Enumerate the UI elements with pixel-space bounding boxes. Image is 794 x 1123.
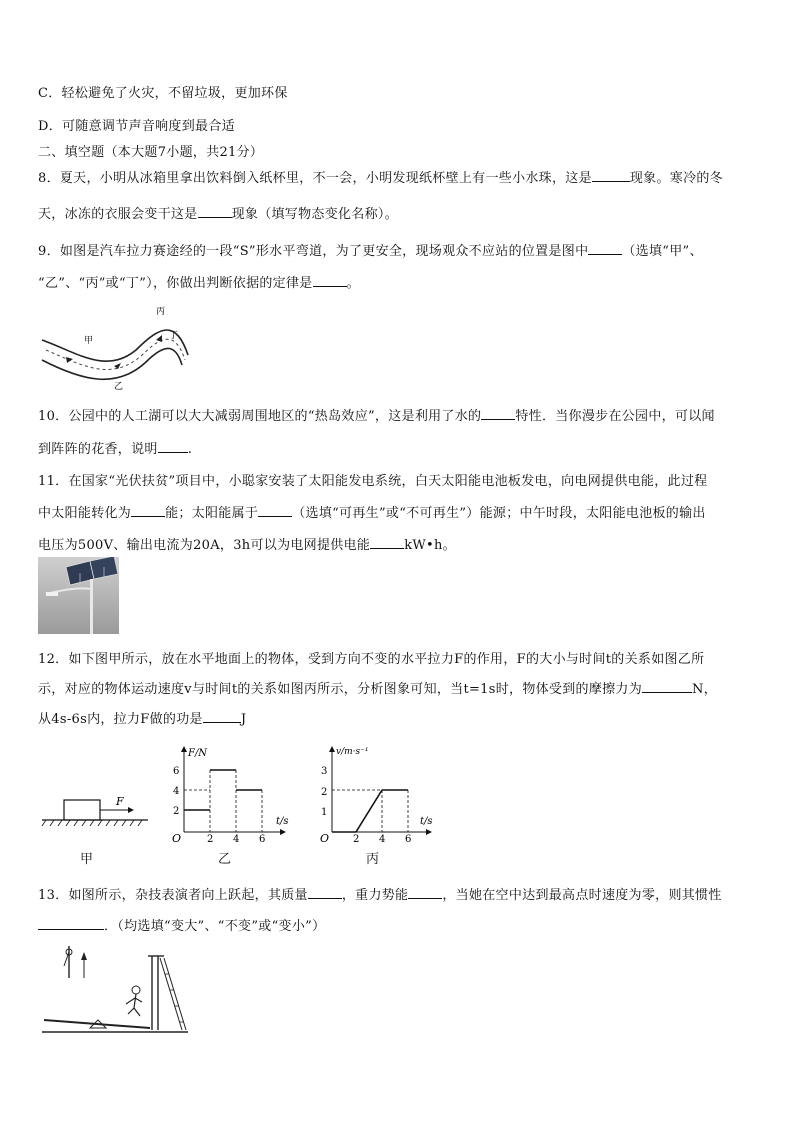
q8-text-1b: 现象。寒冷的冬 (629, 171, 723, 186)
q8-text-2b: 现象（填写物态变化名称）。 (231, 207, 399, 222)
q12-blank-2[interactable] (203, 710, 241, 723)
s-road-label-jia: 甲 (84, 336, 94, 346)
fig-bing-velocity-curve (332, 790, 408, 832)
fig-yi-xtick-6: 6 (259, 834, 266, 844)
q10-line-1 (38, 405, 715, 424)
q11-line-3 (38, 534, 456, 553)
fig-yi-ytick-6: 6 (173, 766, 180, 777)
q11-blank-3[interactable] (370, 536, 404, 549)
fig-yi-graph (170, 744, 300, 844)
fig-jia-caption: 甲 (80, 852, 94, 867)
s-road-label-ding: 丁 (169, 331, 179, 341)
fig-bing-graph (318, 744, 448, 844)
q13-line-1 (38, 884, 722, 903)
q10-text-2a: 到阵阵的花香，说明 (38, 442, 158, 457)
q13-text-1a: 13．如图所示，杂技表演者向上跃起，其质量 (38, 888, 308, 903)
fig-bing-xtick-4: 4 (379, 834, 386, 844)
acrobat-figure (40, 938, 190, 1034)
fig-yi-xtick-4: 4 (233, 834, 240, 844)
section-heading: 二、填空题（本大题7小题，共21分） (38, 145, 264, 160)
q11-text-3b: kW•h。 (404, 538, 456, 553)
q13-blank-3[interactable] (38, 917, 104, 930)
q12-text-2a: 示，对应的物体运动速度v与时间t的关系如图丙所示，分析图象可知，当t=1s时，物体受到的摩擦力为 (38, 682, 643, 697)
fig-bing-svg (318, 744, 448, 844)
fig-bing-caption: 丙 (366, 852, 380, 867)
q9-text-1b: （选填“甲”、 (622, 244, 703, 259)
fig-yi-ytick-4: 4 (173, 786, 180, 797)
q9-line-1 (38, 240, 703, 259)
fig-yi-caption: 乙 (218, 852, 232, 867)
q10-text-1a: 10．公园中的人工湖可以大大减弱周围地区的“热岛效应”，这是利用了水的 (38, 409, 482, 424)
q11-text-2a: 中太阳能转化为 (38, 506, 132, 521)
fig-bing-ytick-3: 3 (321, 766, 328, 777)
q9-blank-1[interactable] (588, 242, 622, 255)
fig-bing-ylabel: v/m·s⁻¹ (336, 747, 369, 757)
s-road-label-yi: 乙 (114, 382, 124, 392)
fig-bing-xtick-2: 2 (353, 834, 360, 844)
s-road-label-bing: 丙 (156, 307, 166, 317)
q13-line-2 (38, 915, 325, 934)
q8-line-1 (38, 167, 723, 186)
acrobat-drawing (40, 938, 190, 1034)
q9-line-2 (38, 272, 360, 291)
block-shape (64, 800, 100, 820)
fig-bing-ytick-2: 2 (321, 787, 328, 798)
q11-text-2b: 能；太阳能属于 (165, 506, 259, 521)
q10-line-2 (38, 438, 192, 457)
q9-text-2a: “乙”、“丙”或“丁”），你做出判断依据的定律是 (38, 276, 313, 291)
q12-text-2b: N， (692, 682, 718, 697)
solar-lamp-drawing (38, 557, 119, 634)
q12-line-2 (38, 678, 717, 697)
q10-text-1b: 特性．当你漫步在公园中，可以闻 (515, 409, 715, 424)
q9-text-1a: 9．如图是汽车拉力赛途经的一段“S”形水平弯道，为了更安全，现场观众不应站的位置是图中 (38, 244, 589, 259)
fig-bing-origin: O (320, 832, 330, 844)
q11-line-2 (38, 502, 706, 521)
q13-text-2b: ．（均选填“变大”、“不变”或“变小”） (104, 919, 326, 934)
q13-blank-1[interactable] (308, 886, 342, 899)
fig-yi-origin: O (172, 832, 182, 844)
q10-blank-1[interactable] (481, 407, 515, 420)
q9-blank-2[interactable] (313, 274, 347, 287)
q11-blank-1[interactable] (131, 504, 165, 517)
q11-text-3a: 电压为500V、输出电流为20A，3h可以为电网提供电能 (38, 538, 371, 553)
fig-bing-xlabel: t/s (420, 816, 433, 827)
q12-text-3a: 从4s-6s内，拉力F做的功是 (38, 712, 203, 727)
fig-yi-ylabel: F/N (188, 748, 208, 759)
q8-text-2a: 天，冰冻的衣服会变干这是 (38, 207, 198, 222)
q7-option-d: D．可随意调节声音响度到最合适 (38, 119, 235, 134)
fig-bing-xtick-6: 6 (405, 834, 412, 844)
fig-yi-xtick-2: 2 (207, 834, 214, 844)
q8-line-2 (38, 203, 398, 222)
q12-text-3b: J (240, 712, 247, 727)
q11-blank-2[interactable] (258, 504, 292, 517)
fig-yi-ytick-2: 2 (173, 806, 180, 817)
fig-jia-drawing (40, 790, 150, 830)
fig-jia-block (40, 790, 150, 830)
q11-line-1: 11．在国家“光伏扶贫”项目中，小聪家安装了太阳能发电系统，白天太阳能电池板发电，向电网提供电能，此过程 (38, 474, 708, 489)
force-label: F (116, 795, 124, 808)
fig-bing-ytick-1: 1 (321, 807, 328, 818)
q7-option-c: C．轻松避免了火灾，不留垃圾，更加环保 (38, 86, 288, 101)
q13-text-1b: ，重力势能 (341, 888, 409, 903)
q10-text-2b: . (187, 442, 193, 457)
q8-blank-1[interactable] (592, 169, 630, 182)
q12-blank-1[interactable] (642, 680, 692, 693)
s-road-drawing (36, 300, 196, 395)
q8-blank-2[interactable] (198, 205, 232, 218)
solar-lamp-photo (38, 557, 119, 634)
q10-blank-2[interactable] (158, 440, 188, 453)
q13-text-1c: ，当她在空中达到最高点时速度为零，则其惯性 (442, 888, 722, 903)
q8-text-1a: 8．夏天，小明从冰箱里拿出饮料倒入纸杯里，不一会，小明发现纸杯壁上有一些小水珠，这是 (38, 171, 592, 186)
q13-blank-2[interactable] (408, 886, 442, 899)
q9-text-2b: 。 (346, 276, 360, 291)
s-road-figure (36, 300, 196, 395)
q11-text-2c: （选填“可再生”或“不可再生”）能源；中午时段，太阳能电池板的输出 (292, 506, 706, 521)
fig-yi-xlabel: t/s (276, 816, 289, 827)
q12-line-3 (38, 708, 246, 727)
fig-yi-svg (170, 744, 300, 844)
q12-line-1: 12．如下图甲所示，放在水平地面上的物体，受到方向不变的水平拉力F的作用，F的大小与时间t的关系如图乙所 (38, 652, 705, 667)
